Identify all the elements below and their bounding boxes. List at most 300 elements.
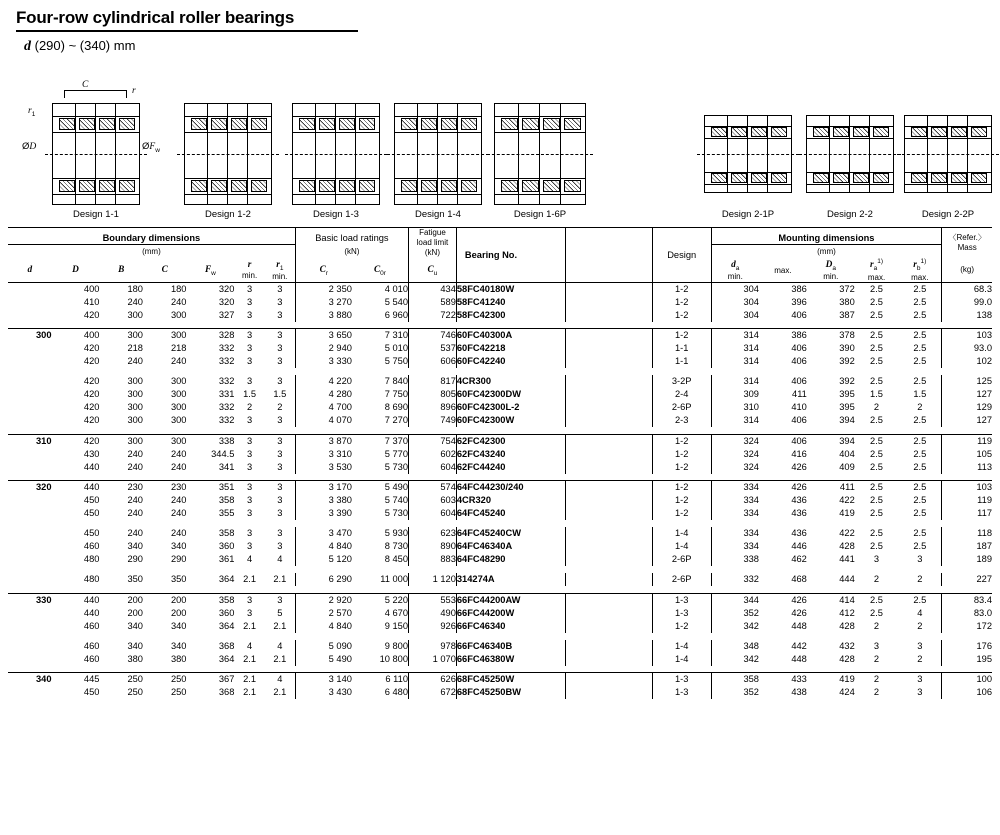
- cell-da-min: 348: [711, 640, 759, 653]
- page-title: Four-row cylindrical roller bearings: [16, 8, 295, 27]
- cell-mass: 106: [942, 686, 992, 699]
- cell-ra: 2.5: [870, 415, 883, 426]
- cell-C0r: 4 010: [384, 283, 408, 294]
- cell-r: 3: [247, 435, 253, 446]
- cell-spacer: [565, 401, 652, 414]
- center-line: [177, 154, 279, 155]
- cell-rb: 2: [917, 574, 923, 585]
- cell-rb: 4: [917, 607, 923, 618]
- cell-design: 2-4: [674, 389, 689, 400]
- cell-Fw: 331: [218, 389, 235, 400]
- cell-bearing-no: 64FC45240CW: [456, 527, 565, 540]
- cell-Cr: 3 650: [295, 329, 352, 343]
- cell-D: 450: [83, 495, 100, 506]
- cell-spacer: [565, 481, 652, 495]
- title-underline: [16, 30, 358, 32]
- cell-Cu: 589: [409, 296, 457, 309]
- cell-bearing-no: 58FC41240: [456, 296, 565, 309]
- cell-ra: 3: [873, 640, 880, 651]
- header-mounting: Mounting dimensions: [711, 228, 942, 245]
- cell-da-min: 304: [711, 309, 759, 322]
- cell-B: 300: [127, 435, 143, 446]
- cell-da-max: 386: [791, 283, 807, 294]
- cell-Da-min: 424: [839, 687, 855, 698]
- cell-mass: 102: [942, 355, 992, 368]
- cell-Cu: 574: [409, 481, 457, 495]
- cell-mass: 103: [942, 329, 992, 343]
- cell-mass: 227: [942, 573, 992, 586]
- cell-da-max: 448: [791, 653, 807, 664]
- cell-C: 340: [170, 541, 187, 552]
- table-row: [8, 342, 992, 355]
- cell-bearing-no: 62FC42300: [456, 434, 565, 448]
- cell-d: [8, 375, 52, 388]
- cell-r: 3: [247, 495, 253, 506]
- cell-design: 1-1: [674, 356, 689, 367]
- cell-C0r: 10 800: [379, 653, 408, 664]
- cell-C: 250: [170, 687, 187, 698]
- cell-design: 1-2: [674, 495, 689, 506]
- center-line: [387, 154, 489, 155]
- cell-mass: 83.4: [942, 593, 992, 607]
- cell-ra: 2.5: [870, 594, 883, 605]
- col-B: B: [118, 265, 125, 276]
- cell-ra: 2.5: [870, 435, 883, 446]
- cell-Cu: 537: [409, 342, 457, 355]
- header-load-unit: (kN): [295, 245, 408, 258]
- cell-Fw: 364: [218, 653, 235, 664]
- group-separator: [8, 474, 992, 481]
- cell-r: 3: [247, 594, 253, 605]
- cell-bearing-no: 66FC46340: [456, 620, 565, 633]
- center-line: [799, 154, 901, 155]
- cell-B: 240: [127, 461, 143, 472]
- table-row: [8, 375, 992, 388]
- cell-B: 240: [127, 495, 143, 506]
- cell-bearing-no: 58FC42300: [456, 309, 565, 322]
- cell-bearing-no: 4CR320: [456, 494, 565, 507]
- cell-r1: 2.1: [273, 687, 287, 698]
- cell-r1: 3: [277, 508, 283, 519]
- cell-spacer: [565, 342, 652, 355]
- dim-tick-C-right: [126, 90, 127, 98]
- cell-rb: 2.5: [913, 435, 927, 446]
- cell-rb: 3: [917, 554, 923, 565]
- cell-design: 1-3: [674, 674, 689, 685]
- cell-Fw: 332: [218, 356, 235, 367]
- cell-Da-min: 394: [839, 415, 855, 426]
- cell-Fw: 358: [218, 594, 235, 605]
- table-row: [8, 507, 992, 520]
- cell-B: 340: [127, 620, 143, 631]
- group-separator: [8, 666, 992, 673]
- cell-bearing-no: 68FC45250BW: [456, 686, 565, 699]
- figure-design-1-1: [22, 63, 170, 223]
- cell-B: 200: [127, 594, 143, 605]
- cell-spacer: [565, 296, 652, 309]
- figure-caption: Design 1-6P: [513, 209, 567, 220]
- header-boundary-unit: (mm): [142, 247, 161, 257]
- page-header: [0, 0, 1000, 30]
- figure-caption: Design 1-4: [415, 209, 461, 220]
- cell-Cu: 553: [409, 593, 457, 607]
- cell-r1: 3: [277, 435, 283, 446]
- cell-r1: 4: [277, 640, 283, 651]
- cell-Cu: 805: [409, 388, 457, 401]
- cell-da-min: 342: [711, 653, 759, 666]
- cell-Cu: 623: [409, 527, 457, 540]
- group-separator: [8, 586, 992, 593]
- cell-bearing-no: 60FC42300L-2: [456, 401, 565, 414]
- cell-d: [8, 573, 52, 586]
- cell-da-min: 314: [711, 375, 759, 388]
- cell-design: 1-4: [674, 640, 689, 651]
- cell-Da-min: 387: [839, 309, 855, 320]
- cell-Cu: 1 070: [409, 653, 457, 666]
- cell-da-max: 462: [791, 554, 807, 565]
- cell-spacer: [565, 494, 652, 507]
- cell-B: 290: [127, 554, 143, 565]
- cell-B: 300: [127, 402, 143, 413]
- cell-mass: 93.0: [942, 342, 992, 355]
- cell-design: 2-6P: [671, 402, 692, 413]
- cell-Da-min: 378: [839, 330, 855, 341]
- cell-C0r: 5 770: [384, 448, 408, 459]
- cell-Da-min: 404: [839, 448, 855, 459]
- cell-da-max: 411: [792, 389, 807, 400]
- cell-B: 380: [127, 653, 143, 664]
- cell-Da-min: 444: [839, 574, 855, 585]
- cell-rb: 3: [917, 640, 923, 651]
- cell-r1: 5: [277, 607, 283, 618]
- cell-mass: 125: [942, 375, 992, 388]
- table-row: [8, 494, 992, 507]
- cell-d: [8, 494, 52, 507]
- dim-label-Fw: $ØF_w$: [142, 141, 160, 154]
- cell-d: [8, 507, 52, 520]
- cell-C0r: 7 270: [384, 415, 408, 426]
- cell-da-max: 396: [791, 296, 807, 307]
- cell-Da-min: 428: [839, 653, 855, 664]
- cell-ra: 2.5: [870, 376, 883, 387]
- cell-spacer: [565, 448, 652, 461]
- cell-ra: 2.5: [870, 541, 883, 552]
- cell-D: 460: [83, 620, 100, 631]
- cell-Da-min: 392: [839, 376, 855, 387]
- cell-mass: 99.0: [942, 296, 992, 309]
- cell-da-max: 442: [791, 640, 807, 651]
- cell-C: 290: [170, 554, 187, 565]
- cell-D: 430: [83, 448, 100, 459]
- dim-label-C: C: [82, 80, 89, 90]
- cell-rb: 2: [917, 402, 923, 413]
- cell-Cr: 4 220: [295, 375, 352, 388]
- cell-C: 230: [170, 482, 187, 493]
- cell-r: 2.1: [243, 574, 257, 585]
- cell-Cu: 604: [409, 461, 457, 474]
- table-row: [8, 527, 992, 540]
- cell-spacer: [565, 527, 652, 540]
- cell-rb: 2: [917, 620, 923, 631]
- cell-ra: 2.5: [870, 356, 883, 367]
- cell-D: 420: [83, 343, 100, 354]
- cell-Fw: 332: [218, 415, 235, 426]
- cell-C0r: 5 490: [384, 482, 408, 493]
- cell-B: 300: [127, 309, 143, 320]
- cell-Cu: 749: [409, 414, 457, 427]
- cell-design: 1-3: [674, 687, 689, 698]
- cell-da-min: 344: [711, 593, 759, 607]
- cell-design: 3-2P: [671, 376, 692, 387]
- cell-Fw: 332: [218, 343, 235, 354]
- figure-design-1-6p: [488, 63, 592, 223]
- cell-d: [8, 296, 52, 309]
- cell-rb: 2.5: [913, 508, 927, 519]
- table-row: [8, 540, 992, 553]
- cell-Cr: 2 920: [295, 593, 352, 607]
- cell-D: 410: [83, 296, 100, 307]
- cell-ra: 2: [873, 653, 880, 664]
- block-separator: [8, 633, 992, 640]
- cell-C: 380: [170, 653, 187, 664]
- cell-B: 300: [127, 330, 143, 341]
- figure-caption: Design 2-2P: [921, 209, 975, 220]
- cell-da-max: 448: [791, 620, 807, 631]
- cell-B: 240: [127, 356, 143, 367]
- cell-C: 300: [170, 309, 187, 320]
- cell-Cr: 3 880: [295, 309, 352, 322]
- cell-D: 400: [83, 283, 100, 294]
- cell-da-max: 416: [791, 448, 807, 459]
- cell-C0r: 5 220: [384, 594, 408, 605]
- cell-Cr: 4 700: [295, 401, 352, 414]
- header-fatigue: Fatigue load limit (kN): [409, 228, 457, 259]
- col-r1-min: $r_1$ min.: [272, 259, 288, 282]
- cell-spacer: [565, 355, 652, 368]
- cell-design: 1-1: [674, 343, 689, 354]
- cell-mass: 105: [942, 448, 992, 461]
- cell-D: 450: [83, 687, 100, 698]
- cell-C0r: 8 690: [384, 402, 408, 413]
- bearing-cross-section-1-3: [292, 103, 380, 205]
- cell-rb: 2.5: [913, 356, 927, 367]
- cell-ra: 3: [873, 554, 880, 565]
- cell-r1: 2.1: [273, 620, 287, 631]
- header-bearing-no: Bearing No.: [456, 228, 565, 283]
- cell-Da-min: 394: [839, 435, 855, 446]
- cell-Cu: 817: [409, 375, 457, 388]
- cell-r1: 3: [277, 482, 283, 493]
- cell-mass: 129: [942, 401, 992, 414]
- cell-C0r: 9 150: [384, 620, 408, 631]
- cell-Fw: 355: [218, 508, 235, 519]
- cell-d: 320: [36, 482, 52, 493]
- table-row: [8, 401, 992, 414]
- table-row: [8, 282, 992, 296]
- cell-design: 2-6P: [671, 554, 692, 565]
- cell-r1: 3: [277, 528, 283, 539]
- cell-C: 300: [170, 402, 187, 413]
- cell-B: 300: [127, 415, 143, 426]
- cell-rb: 2.5: [913, 482, 927, 493]
- bearing-cross-section-1-4: [394, 103, 482, 205]
- cell-C0r: 5 740: [384, 495, 408, 506]
- figure-design-1-4: [388, 63, 488, 223]
- cell-d: [8, 355, 52, 368]
- cell-Da-min: 372: [839, 283, 855, 294]
- cell-ra: 2.5: [870, 330, 883, 341]
- cell-D: 480: [83, 574, 100, 585]
- cell-ra: 2.5: [870, 607, 883, 618]
- figure-caption: Design 1-3: [313, 209, 359, 220]
- subtitle-range: (290) ~ (340) mm: [34, 38, 136, 53]
- cell-spacer: [565, 388, 652, 401]
- cell-D: 440: [83, 594, 100, 605]
- cell-da-min: 314: [711, 329, 759, 343]
- bearing-cross-section-2-1p: [704, 115, 792, 193]
- cell-Da-min: 441: [839, 554, 855, 565]
- cell-Da-min: 432: [839, 640, 855, 651]
- cell-bearing-no: 64FC45240: [456, 507, 565, 520]
- cell-Da-min: 409: [839, 461, 855, 472]
- cell-r1: 3: [277, 356, 283, 367]
- cell-design: 1-2: [674, 508, 689, 519]
- cell-da-max: 406: [791, 376, 807, 387]
- cell-C: 240: [170, 296, 187, 307]
- cell-d: [8, 540, 52, 553]
- cell-mass: 118: [942, 527, 992, 540]
- cell-spacer: [565, 593, 652, 607]
- cell-da-max: 468: [791, 574, 807, 585]
- cell-spacer: [565, 553, 652, 566]
- cell-D: 450: [83, 528, 100, 539]
- cell-Fw: 320: [218, 296, 235, 307]
- cell-mass: 176: [942, 640, 992, 653]
- cell-Cu: 602: [409, 448, 457, 461]
- cell-Cr: 3 140: [295, 673, 352, 687]
- cell-ra: 2: [873, 687, 880, 698]
- cell-C0r: 8 450: [384, 554, 408, 565]
- cell-C0r: 6 480: [384, 687, 408, 698]
- cell-bearing-no: 64FC46340A: [456, 540, 565, 553]
- cell-d: [8, 342, 52, 355]
- cell-r: 1.5: [243, 389, 257, 400]
- cell-da-max: 436: [791, 508, 807, 519]
- dim-label-D: ØD: [22, 141, 37, 152]
- dim-label-r1: $r_1$: [28, 106, 36, 118]
- cell-bearing-no: 64FC48290: [456, 553, 565, 566]
- cell-Da-min: 395: [839, 389, 855, 400]
- cell-spacer: [565, 653, 652, 666]
- cell-da-min: 358: [711, 673, 759, 687]
- cell-d: 310: [36, 435, 52, 446]
- cell-Fw: 328: [218, 330, 235, 341]
- col-ra-max: $r_a^{1)}$ max.: [867, 258, 886, 282]
- figure-row: [0, 63, 1000, 223]
- center-line: [45, 154, 147, 155]
- cell-d: 330: [36, 594, 52, 605]
- cell-rb: 2.5: [913, 283, 927, 294]
- cell-r: 3: [247, 415, 253, 426]
- cell-Cr: 6 290: [295, 573, 352, 586]
- page-subtitle: [24, 38, 1000, 55]
- cell-mass: 172: [942, 620, 992, 633]
- cell-Da-min: 422: [839, 495, 855, 506]
- cell-C: 200: [170, 594, 187, 605]
- cell-Cu: 606: [409, 355, 457, 368]
- cell-Fw: 358: [218, 528, 235, 539]
- cell-spacer: [565, 461, 652, 474]
- cell-mass: 83.0: [942, 607, 992, 620]
- cell-Da-min: 419: [839, 508, 855, 519]
- block-separator: [8, 368, 992, 375]
- table-row: [8, 448, 992, 461]
- cell-C0r: 5 930: [384, 528, 408, 539]
- cell-C0r: 7 370: [384, 435, 408, 446]
- cell-bearing-no: 60FC42300DW: [456, 388, 565, 401]
- cell-Cr: 5 090: [295, 640, 352, 653]
- cell-Cr: 4 840: [295, 620, 352, 633]
- col-C: C: [161, 265, 168, 276]
- cell-r: 3: [247, 461, 253, 472]
- cell-da-min: 309: [711, 388, 759, 401]
- cell-da-min: 334: [711, 494, 759, 507]
- cell-Fw: 351: [218, 482, 235, 493]
- cell-mass: 100: [942, 673, 992, 687]
- header-design: Design: [667, 249, 697, 260]
- cell-Cr: 4 280: [295, 388, 352, 401]
- cell-r1: 3: [277, 461, 283, 472]
- header-boundary: Boundary dimensions: [8, 228, 295, 245]
- cell-C: 240: [170, 495, 187, 506]
- cell-D: 450: [83, 508, 100, 519]
- table-row: [8, 620, 992, 633]
- cell-bearing-no: 58FC40180W: [456, 282, 565, 296]
- cell-bearing-no: 64FC44230/240: [456, 481, 565, 495]
- cell-da-max: 426: [791, 482, 807, 493]
- col-Cu: $C_u$: [409, 258, 457, 282]
- cell-B: 240: [127, 448, 143, 459]
- cell-Da-min: 412: [839, 607, 855, 618]
- group-separator: [8, 322, 992, 329]
- table-row: [8, 573, 992, 586]
- table-row: [8, 673, 992, 687]
- cell-Fw: 358: [218, 495, 235, 506]
- cell-Cr: 5 120: [295, 553, 352, 566]
- cell-bearing-no: 60FC42300W: [456, 414, 565, 427]
- cell-rb: 1.5: [913, 389, 927, 400]
- cell-spacer: [565, 375, 652, 388]
- cell-spacer: [565, 434, 652, 448]
- table-row: [8, 481, 992, 495]
- cell-Da-min: 414: [839, 594, 855, 605]
- cell-Fw: 368: [218, 687, 235, 698]
- col-Fw: $F_w$: [204, 264, 216, 277]
- cell-d: [8, 620, 52, 633]
- cell-D: 420: [83, 402, 100, 413]
- cell-da-max: 406: [791, 415, 807, 426]
- cell-ra: 2.5: [870, 508, 883, 519]
- cell-Cr: 2 570: [295, 607, 352, 620]
- cell-spacer: [565, 414, 652, 427]
- cell-D: 420: [83, 415, 100, 426]
- cell-r: 3: [247, 283, 253, 294]
- cell-rb: 2.5: [913, 541, 927, 552]
- cell-B: 350: [127, 574, 143, 585]
- cell-Cu: 434: [409, 282, 457, 296]
- cell-C0r: 6 110: [385, 674, 408, 685]
- cell-r: 2: [247, 402, 253, 413]
